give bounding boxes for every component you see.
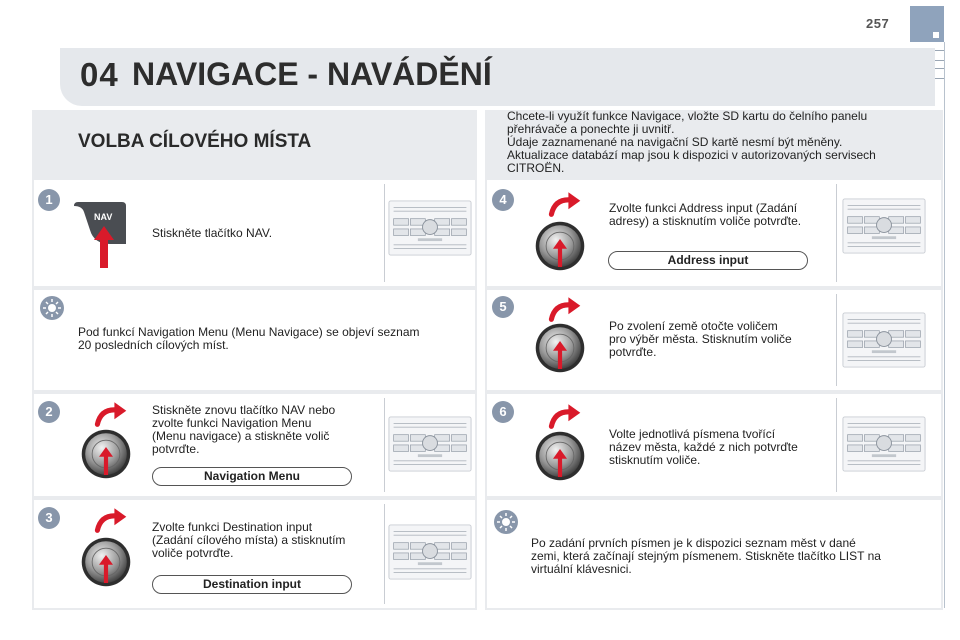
- step-line: potvrďte.: [152, 442, 200, 456]
- radio-panel-image: [842, 198, 926, 254]
- step-line: stisknutím voliče.: [609, 453, 701, 467]
- curve-arrow-icon: [94, 402, 128, 428]
- step-badge: 2: [38, 401, 60, 423]
- radio-panel-image: [388, 416, 472, 472]
- destination-input-pill: Destination input: [152, 575, 352, 594]
- step-6-text: [609, 428, 831, 467]
- section-title: VOLBA CÍLOVÉHO MÍSTA: [78, 131, 312, 152]
- step-1-text: [152, 227, 372, 240]
- step-line: Po zvolení země otočte voličem: [609, 319, 778, 333]
- lightbulb-icon: [494, 510, 518, 534]
- step-badge: 3: [38, 507, 60, 529]
- divider: [384, 398, 385, 492]
- step-line: název města, každé z nich potvrďte: [609, 440, 798, 454]
- nav-button-icon: [72, 200, 128, 270]
- tip-line: zemi, která začínají stejným písmenem. Stiskněte tlačítko LIST na: [531, 549, 881, 563]
- step-5-text: [609, 320, 831, 359]
- corner-tab: [910, 6, 944, 42]
- intro-line: CITROËN.: [507, 161, 565, 175]
- up-arrow-icon: [553, 334, 567, 376]
- step-line: Stiskněte tlačítko NAV.: [152, 226, 273, 240]
- address-input-pill: Address input: [608, 251, 808, 270]
- step-3-text: [152, 521, 377, 560]
- corner-square-icon: [933, 32, 939, 38]
- intro-text: [507, 110, 917, 175]
- curve-arrow-icon: [548, 404, 582, 430]
- up-arrow-icon: [99, 548, 113, 590]
- page-title: NAVIGACE - NAVÁDĚNÍ: [132, 56, 492, 92]
- page-number: 257: [866, 16, 890, 31]
- up-arrow-icon: [99, 440, 113, 482]
- radio-panel-image: [842, 312, 926, 368]
- divider: [384, 184, 385, 282]
- curve-arrow-icon: [548, 192, 582, 218]
- tip-line: Pod funkcí Navigation Menu (Menu Navigace) se objeví seznam: [78, 325, 420, 339]
- chapter-number: 04: [80, 56, 119, 93]
- step-badge: 6: [492, 401, 514, 423]
- tip-line: 20 posledních cílových míst.: [78, 338, 229, 352]
- intro-line: přehrávače a ponechte ji uvnitř.: [507, 122, 675, 136]
- tip-1-text: [78, 326, 468, 352]
- step-line: (Menu navigace) a stiskněte volič: [152, 429, 330, 443]
- step-line: Zvolte funkci Destination input: [152, 520, 313, 534]
- step-line: pro výběr města. Stisknutím voliče: [609, 332, 792, 346]
- intro-line: Aktualizace databází map jsou k dispozici v autorizovaných servisech: [507, 148, 876, 162]
- divider: [836, 184, 837, 282]
- step-line: voliče potvrďte.: [152, 546, 234, 560]
- step-badge: 1: [38, 189, 60, 211]
- step-line: potvrďte.: [609, 345, 657, 359]
- divider: [836, 398, 837, 492]
- lightbulb-icon: [40, 296, 64, 320]
- intro-line: Údaje zaznamenané na navigační SD kartě nesmí být měněny.: [507, 135, 843, 149]
- step-line: adresy) a stisknutím voliče potvrďte.: [609, 214, 802, 228]
- curve-arrow-icon: [548, 297, 582, 323]
- step-2-text: [152, 404, 377, 456]
- step-badge: 4: [492, 189, 514, 211]
- nav-button-label: NAV: [94, 212, 113, 222]
- step-line: Volte jednotlivá písmena tvořící: [609, 427, 776, 441]
- step-line: Zvolte funkci Address input (Zadání: [609, 201, 798, 215]
- curve-arrow-icon: [94, 508, 128, 534]
- radio-panel-image: [388, 200, 472, 256]
- step-4-text: [609, 202, 831, 228]
- tip-line: virtuální klávesnici.: [531, 562, 632, 576]
- step-line: (Zadání cílového místa) a stisknutím: [152, 533, 346, 547]
- radio-panel-image: [388, 524, 472, 580]
- tip-2-text: [531, 537, 931, 576]
- step-badge: 5: [492, 296, 514, 318]
- up-arrow-icon: [553, 232, 567, 274]
- step-line: zvolte funkci Navigation Menu: [152, 416, 312, 430]
- navigation-menu-pill: Navigation Menu: [152, 467, 352, 486]
- step-line: Stiskněte znovu tlačítko NAV nebo: [152, 403, 336, 417]
- tip-line: Po zadání prvních písmen je k dispozici seznam měst v dané: [531, 536, 856, 550]
- radio-panel-image: [842, 416, 926, 472]
- up-arrow-icon: [553, 442, 567, 484]
- intro-line: Chcete-li využít funkce Navigace, vložte SD kartu do čelního panelu: [507, 109, 868, 123]
- side-divider: [944, 42, 945, 608]
- divider: [836, 294, 837, 386]
- divider: [384, 504, 385, 604]
